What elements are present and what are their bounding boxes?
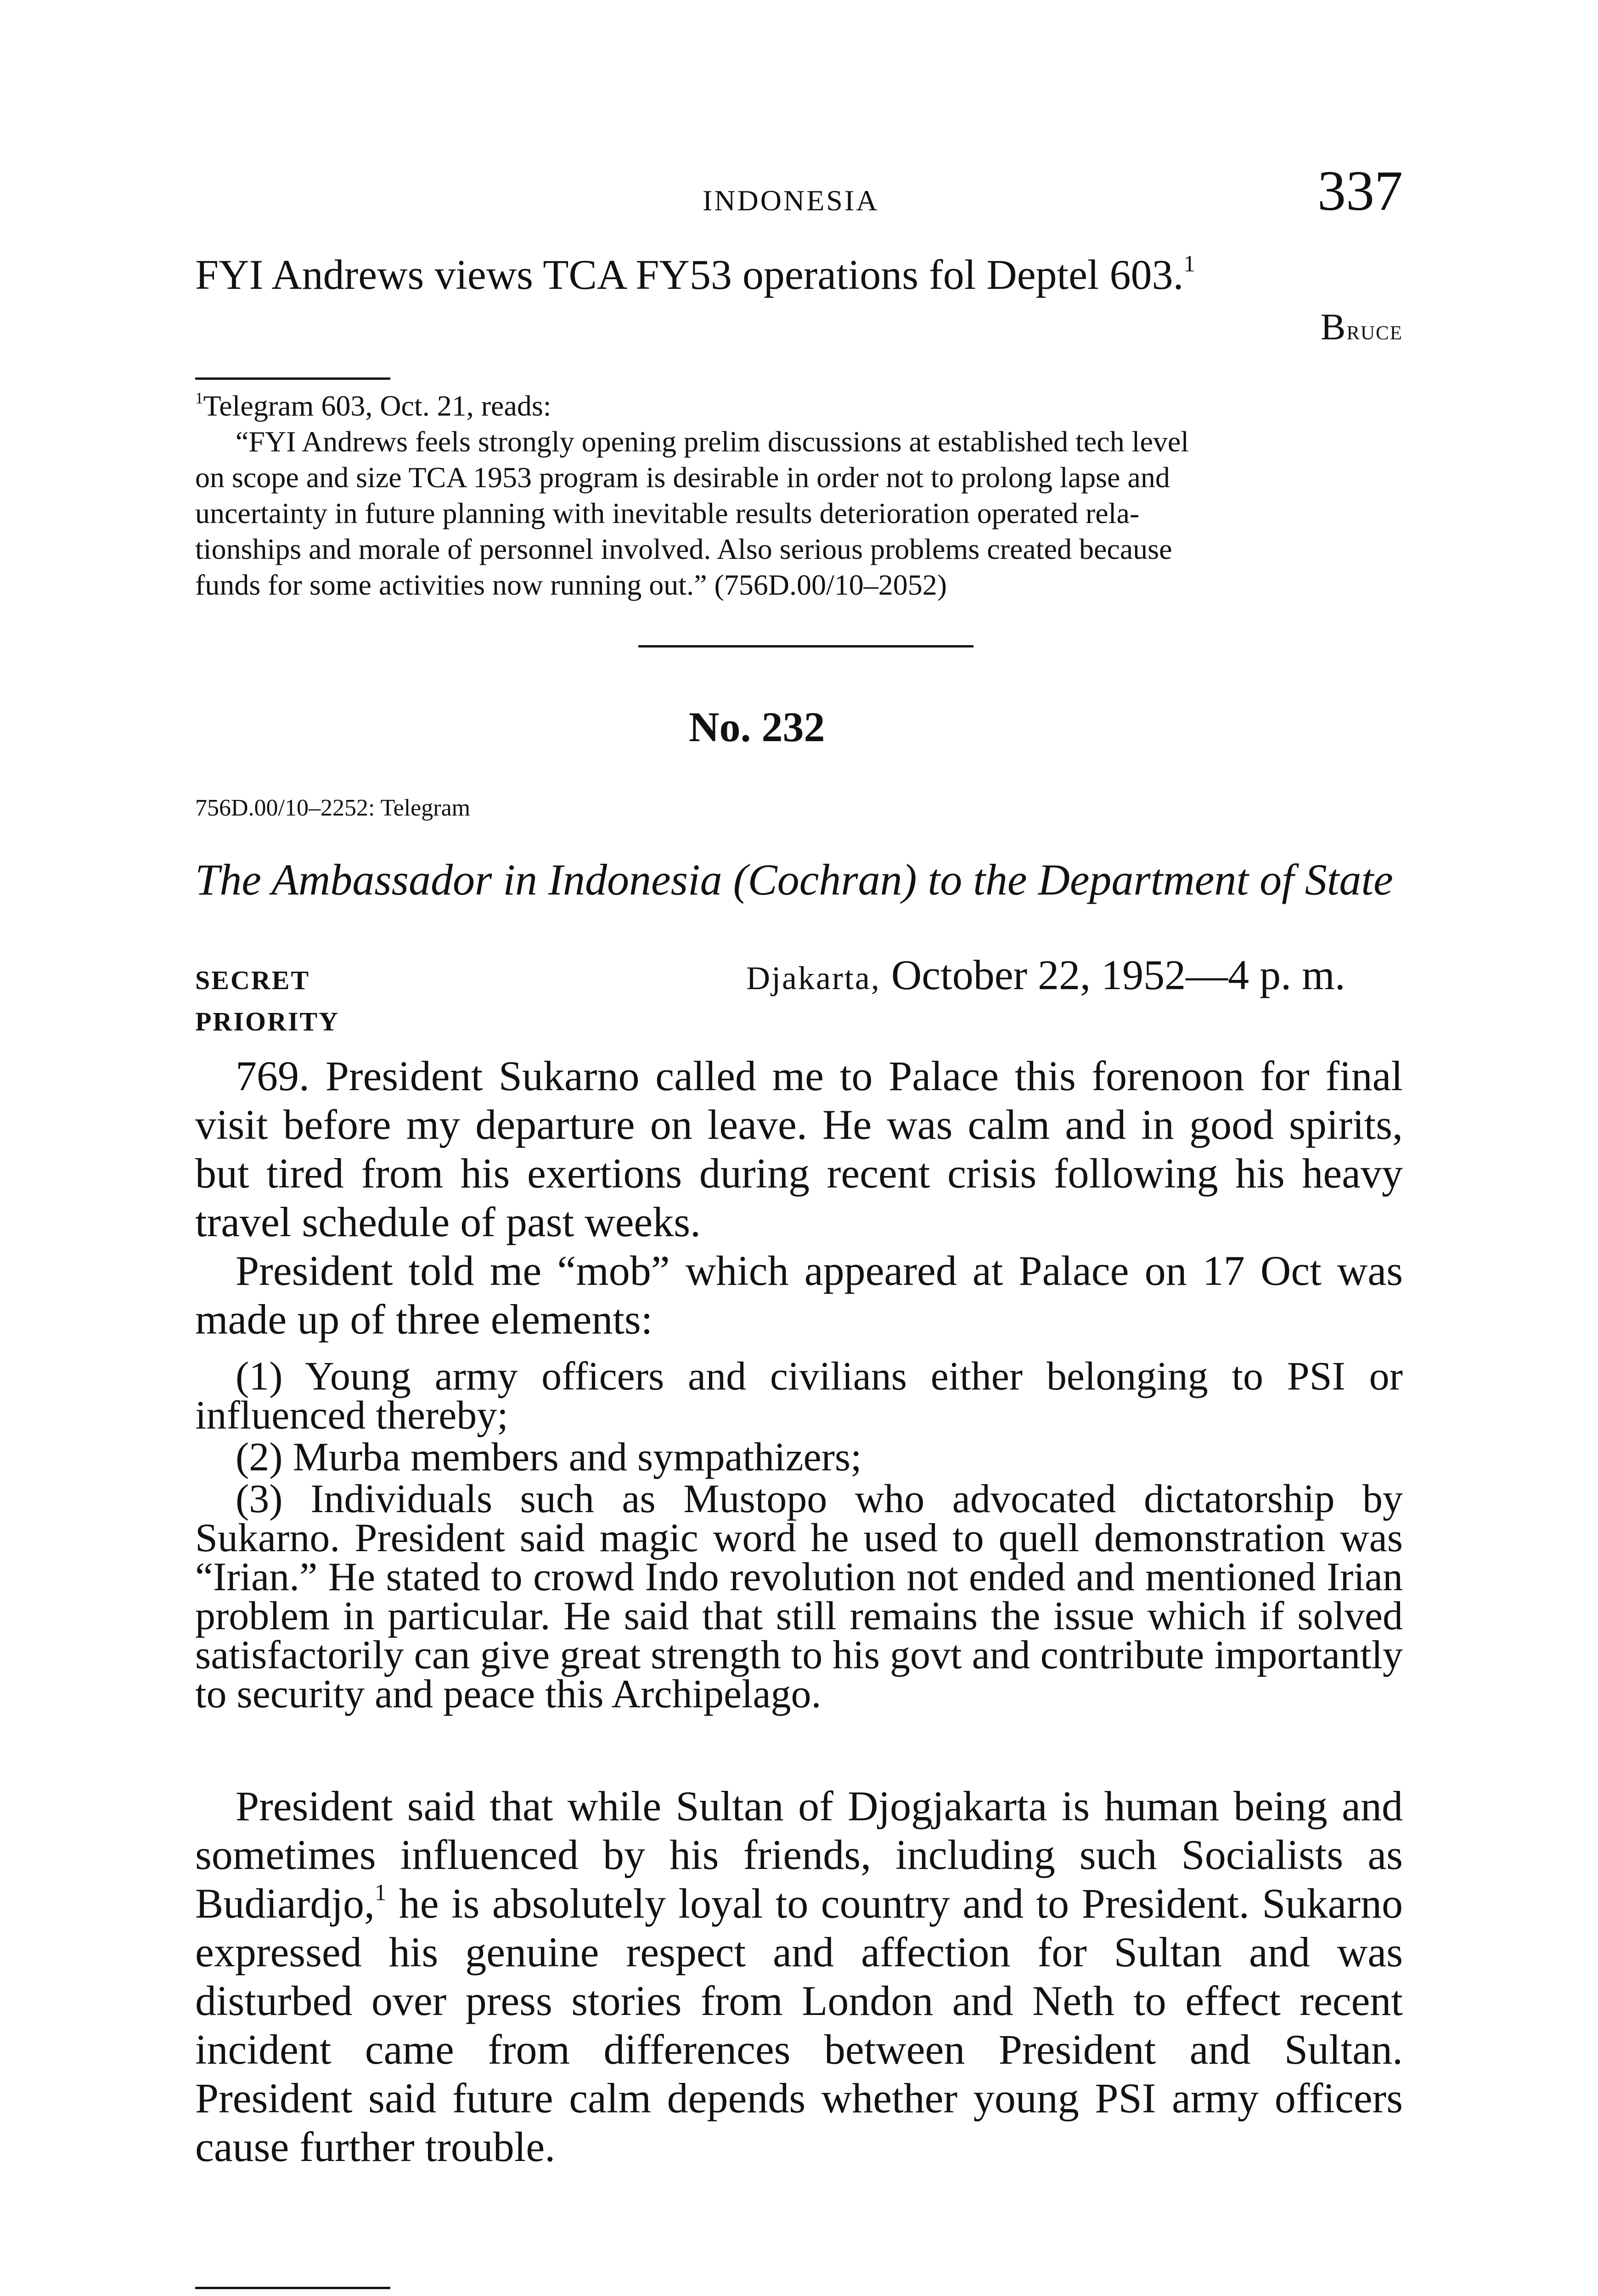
footnote-top-first-line [195, 388, 1403, 424]
carryover-sentence: FYI Andrews views TCA FY53 operations fol Deptel 603. [195, 251, 1184, 298]
footnote-top [195, 388, 1403, 603]
footnote-top-line: “FYI Andrews feels strongly opening prelim discussions at established tech level [236, 425, 1189, 458]
body-text [195, 1052, 1403, 1344]
paragraph-part: President said that while Sultan of Djogjakarta is human being and sometimes influenced by his friends, including such Socialists as Budiardjo, [195, 1783, 1403, 1927]
footnote-top-mark: 1 [195, 389, 203, 407]
running-head: INDONESIA [703, 184, 879, 217]
elements-list [195, 1354, 1403, 1716]
file-reference: 756D.00/10–2252: Telegram [195, 795, 471, 821]
footnote-top-intro: Telegram 603, Oct. 21, reads: [203, 389, 551, 422]
footnote-top-line: funds for some activities now running out.” (756D.00/10–2052) [195, 568, 947, 601]
dateline [746, 951, 1345, 999]
footnote-rule [195, 377, 390, 380]
list-item: (2) Murba members and sympathizers; [236, 1435, 862, 1480]
footnote-ref: 1 [1183, 251, 1195, 277]
paragraph-part: he is absolutely loyal to country and to President. Sukarno expressed his genuine respect and affection for Sultan and was disturbed over press stories from London and Neth to effect recent incident came from differences between President and Sultan. President said future calm depends whether young PSI army officers cause further trouble. [195, 1880, 1403, 2170]
footnote-ref: 1 [374, 1880, 387, 1906]
classification: SECRET [195, 965, 310, 995]
precedence: PRIORITY [195, 1007, 340, 1036]
paragraph: President told me “mob” which appeared at Palace on 17 Oct was made up of three elements: [195, 1247, 1403, 1343]
footnote-top-line: tionships and morale of personnel involved. Also serious problems created because [195, 533, 1172, 565]
paragraph: 769. President Sukarno called me to Palace this forenoon for final visit before my departure on leave. He was calm and in good spirits, but tired from his exertions during recent crisis following his heavy travel schedule of past weeks. [195, 1052, 1403, 1245]
place: Djakarta, [746, 960, 881, 996]
page-number: 337 [1317, 159, 1403, 222]
carryover-text [195, 250, 1195, 299]
footnote-top-line: on scope and size TCA 1953 program is desirable in order not to prolong lapse and [195, 461, 1170, 494]
signature: Bruce [1320, 306, 1403, 348]
document-title: The Ambassador in Indonesia (Cochran) to the Department of State [195, 855, 1393, 904]
list-item: (3) Individuals such as Mustopo who advocated dictatorship by Sukarno. President said magic word he used to quell demonstration was “Irian.” He stated to crowd Indo revolution not ended and mentioned Irian problem in particular. He said that still remains the issue which if solved satisfactorily can give great strength to his govt and contribute importantly to security and peace this Archipelago. [195, 1477, 1403, 1716]
document-number: No. 232 [689, 703, 825, 750]
footnote-rule [195, 2287, 390, 2289]
date: October 22, 1952—4 p. m. [891, 951, 1345, 998]
paragraph [195, 1782, 1403, 2171]
classification-block [195, 960, 339, 1042]
body-text-continued [195, 1782, 1403, 2171]
section-divider [638, 645, 973, 647]
list-item: (1) Young army officers and civilians either belonging to PSI or influenced thereby; [195, 1354, 1403, 1438]
footnote-top-line: uncertainty in future planning with inevitable results deterioration operated rela- [195, 497, 1140, 529]
